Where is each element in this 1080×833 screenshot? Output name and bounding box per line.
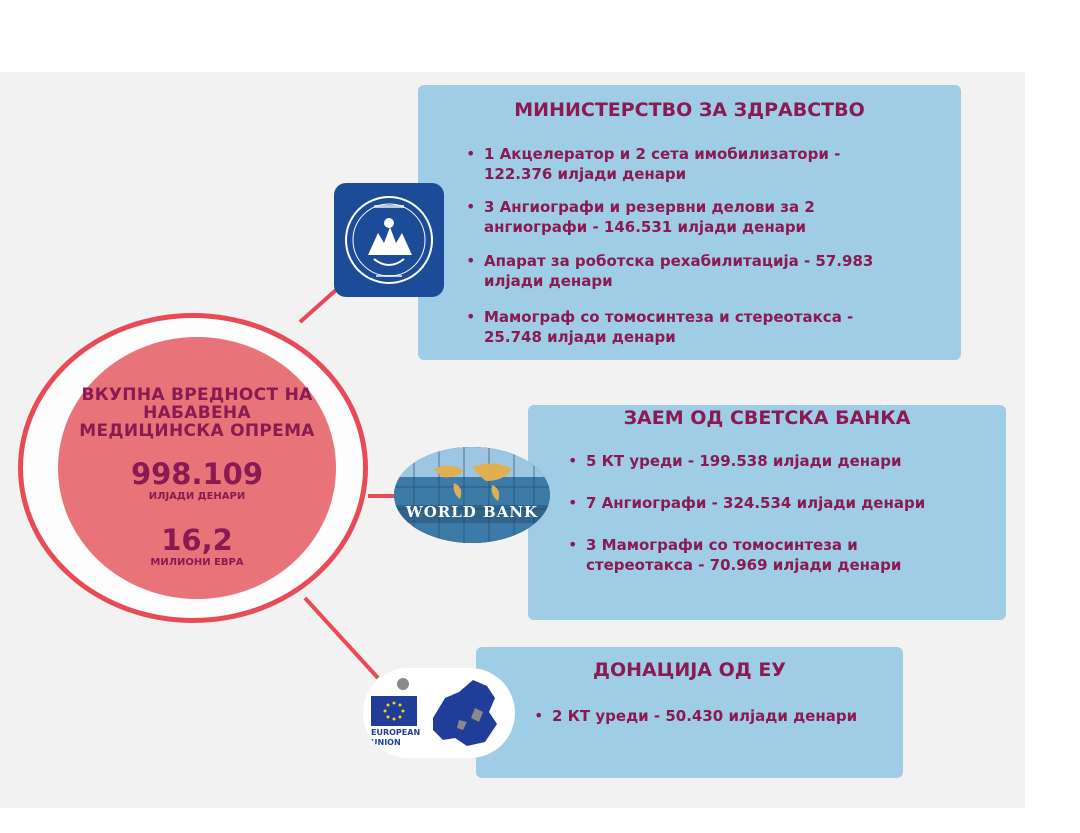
- title-line-1: ВКУПНА ВРЕДНОСТ НА: [81, 385, 313, 405]
- eu-item-1: [552, 706, 857, 726]
- eu-logo: [363, 668, 515, 758]
- worldbank-item-3: [586, 535, 901, 575]
- bullet-icon: •: [466, 197, 476, 216]
- title-line-3: МЕДИЦИНСКА ОПРЕМА: [79, 421, 315, 441]
- ministry-item-3: [484, 251, 873, 291]
- item-line: Мамограф со томосинтеза и стереотакса -: [484, 308, 854, 326]
- total-value-eur: 16,2: [161, 523, 233, 557]
- item-line: 1 Акцелератор и 2 сета имобилизатори -: [484, 145, 841, 163]
- total-value-denars: 998.109: [130, 457, 264, 491]
- worldbank-title: ЗАЕМ ОД СВЕТСКА БАНКА: [623, 407, 911, 429]
- ministry-box: [418, 85, 961, 360]
- item-line: стереотакса - 70.969 илјади денари: [586, 556, 902, 574]
- item-line: илјади денари: [484, 272, 613, 290]
- worldbank-box: [528, 405, 1006, 620]
- ministry-item-4: [484, 307, 853, 347]
- bullet-icon: •: [568, 535, 578, 554]
- title-line-2: НАБАВЕНА: [143, 403, 251, 423]
- item-line: 3 Мамографи со томосинтеза и: [586, 536, 858, 554]
- world-bank-logo: [394, 447, 550, 543]
- item-line: 2 КТ уреди - 50.430 илјади денари: [552, 707, 858, 725]
- item-line: 3 Ангиографи и резервни делови за 2: [484, 198, 815, 216]
- total-value-title: [58, 386, 336, 440]
- eu-text-european: EUROPEAN: [371, 728, 421, 737]
- world-bank-text: WORLD BANK: [405, 503, 539, 521]
- item-line: ангиографи - 146.531 илјади денари: [484, 218, 807, 236]
- ministry-item-2: [484, 197, 815, 237]
- worldbank-item-2: [586, 493, 925, 513]
- bullet-icon: •: [466, 307, 476, 326]
- bullet-icon: •: [568, 493, 578, 512]
- item-line: Апарат за роботска рехабилитација - 57.983: [484, 252, 874, 270]
- item-line: 122.376 илјади денари: [484, 165, 687, 183]
- ministry-item-1: [484, 144, 840, 184]
- total-value-unit: ИЛЈАДИ ДЕНАРИ: [148, 491, 246, 502]
- bullet-icon: •: [466, 251, 476, 270]
- eu-box: [476, 647, 903, 778]
- item-line: 7 Ангиографи - 324.534 илјади денари: [586, 494, 926, 512]
- item-line: 5 КТ уреди - 199.538 илјади денари: [586, 452, 902, 470]
- ministry-of-health-seal-icon: [334, 183, 444, 297]
- bullet-icon: •: [568, 451, 578, 470]
- total-value-eur-unit: МИЛИОНИ ЕВРА: [150, 557, 244, 568]
- worldbank-item-1: [586, 451, 902, 471]
- ministry-title: МИНИСТЕРСТВО ЗА ЗДРАВСТВО: [514, 99, 865, 121]
- bullet-icon: •: [534, 706, 544, 725]
- item-line: 25.748 илјади денари: [484, 328, 676, 346]
- eu-text-union: UNION: [371, 738, 401, 747]
- eu-title: ДОНАЦИЈА ОД ЕУ: [593, 659, 786, 681]
- bullet-icon: •: [466, 144, 476, 163]
